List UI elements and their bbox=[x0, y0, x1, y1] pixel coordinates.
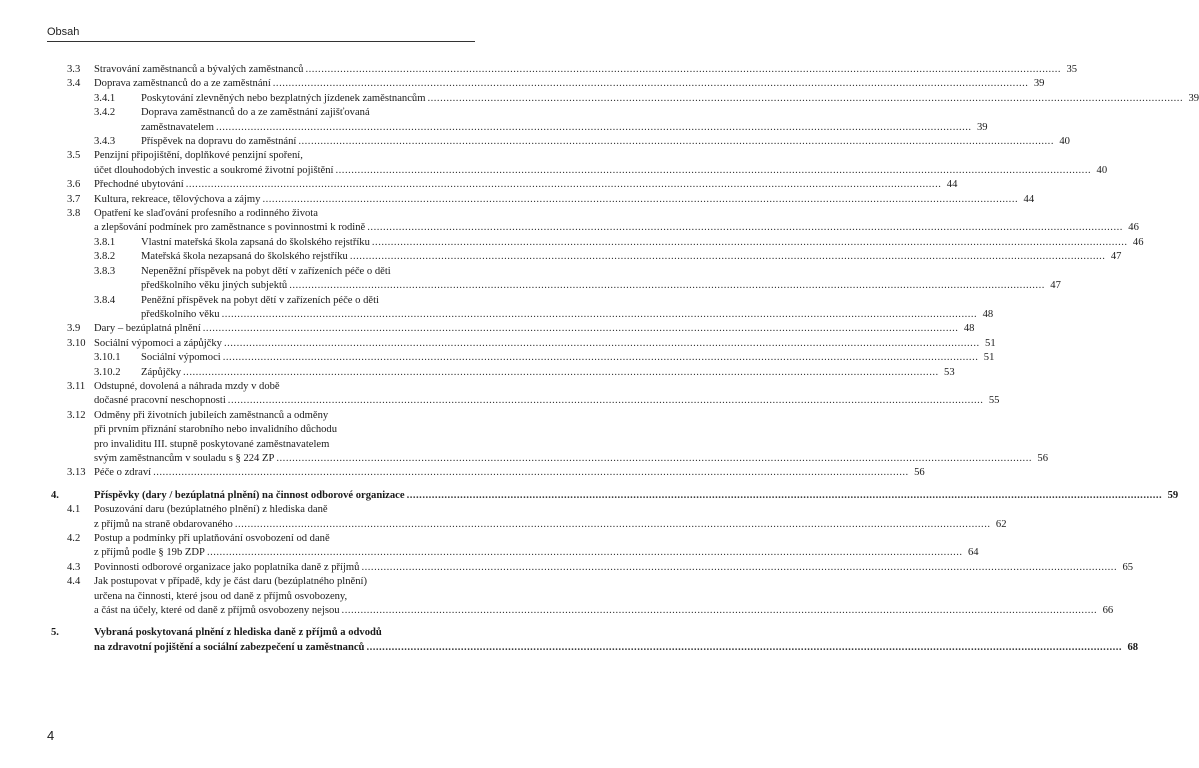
toc-entry-number: 3.7 bbox=[67, 193, 81, 205]
dot-leader bbox=[224, 337, 980, 351]
toc-entry[interactable] bbox=[47, 77, 1045, 91]
toc-entry-number: 3.8.3 bbox=[94, 265, 116, 277]
toc-entry-title: při prvním přiznání starobního nebo invalidního důchodu bbox=[94, 424, 338, 436]
toc-entry[interactable] bbox=[47, 380, 1000, 409]
toc-entry[interactable] bbox=[47, 575, 1114, 618]
toc-entry-page: 39 bbox=[976, 121, 988, 133]
toc-entry-number: 3.4 bbox=[67, 78, 81, 90]
toc-entry-page: 62 bbox=[995, 518, 1007, 530]
toc-entry-number: 4.3 bbox=[67, 561, 81, 573]
toc-entry-page: 56 bbox=[914, 467, 925, 479]
toc-entry-page: 40 bbox=[1096, 164, 1108, 176]
toc-entry-title: Sociální výpomoci a zápůjčky bbox=[94, 337, 222, 349]
toc-entry-title: Dary – bezúplatná plnění bbox=[94, 323, 201, 335]
dot-leader bbox=[336, 164, 1092, 178]
toc-entry-title: z příjmů podle § 19b ZDP bbox=[94, 547, 205, 559]
toc-entry-title: Péče o zdraví bbox=[94, 467, 152, 479]
toc-entry-title: dočasné pracovní neschopnosti bbox=[94, 395, 226, 407]
toc-entry-number: 4.1 bbox=[67, 504, 81, 516]
dot-leader bbox=[372, 236, 1128, 250]
toc-entry-title: Sociální výpomoci bbox=[141, 352, 221, 364]
toc-entry-title: Příspěvky (dary / bezúplatná plnění) na činnost odborové organizace bbox=[94, 489, 405, 501]
toc-entry-number: 3.8.4 bbox=[94, 294, 116, 306]
toc-entry[interactable] bbox=[47, 409, 1048, 467]
toc-entry-page: 39 bbox=[1188, 92, 1199, 104]
toc-entry-title: Přechodné ubytování bbox=[94, 179, 184, 191]
toc-entry-page: 51 bbox=[985, 337, 996, 349]
toc-entry-page: 64 bbox=[967, 547, 979, 559]
toc-entry-title: Peněžní příspěvek na pobyt dětí v zařízeních péče o děti bbox=[141, 294, 379, 306]
dot-leader bbox=[222, 308, 978, 322]
toc-entry-number: 4. bbox=[51, 489, 59, 501]
toc-entry-number: 3.10.2 bbox=[94, 366, 121, 378]
toc-entry[interactable] bbox=[47, 532, 979, 561]
toc-entry-title: předškolního věku bbox=[141, 308, 220, 320]
toc-entry-title: Povinnosti odborové organizace jako poplatníka daně z příjmů bbox=[94, 561, 360, 573]
toc-entry-number: 3.10.1 bbox=[94, 352, 121, 364]
toc-entry-title: Penzijní připojištění, doplňkové penzijní spoření, bbox=[94, 150, 303, 162]
toc-entry-page: 39 bbox=[1033, 78, 1045, 90]
dot-leader bbox=[203, 322, 959, 336]
toc-entry-number: 3.6 bbox=[67, 179, 81, 191]
toc-entry-number: 4.2 bbox=[67, 533, 81, 544]
toc-entry-page: 68 bbox=[1127, 641, 1139, 653]
toc-entry-page: 44 bbox=[1023, 193, 1035, 205]
dot-leader bbox=[216, 121, 972, 135]
toc-entry-title: pro invaliditu III. stupně poskytované zaměstnavatelem bbox=[94, 438, 330, 450]
dot-leader bbox=[298, 135, 1054, 149]
toc-entry-number: 3.11 bbox=[67, 380, 86, 392]
chapter-spacer bbox=[47, 481, 477, 489]
dot-leader bbox=[342, 604, 1098, 618]
dot-leader bbox=[305, 63, 1061, 77]
toc-entry-title: na zdravotní pojištění a sociální zabezpečení u zaměstnanců bbox=[94, 641, 365, 653]
toc-entry-page: 53 bbox=[944, 366, 955, 378]
toc-entry-number: 3.13 bbox=[67, 467, 86, 479]
toc-entry-number: 3.12 bbox=[67, 409, 86, 421]
toc-entry-number: 3.5 bbox=[67, 150, 81, 162]
toc-entry[interactable] bbox=[47, 322, 975, 336]
dot-leader bbox=[289, 279, 1045, 293]
toc-entry-title: Vybraná poskytovaná plnění z hlediska daně z příjmů a odvodů bbox=[94, 627, 382, 639]
toc-entry-title: Mateřská škola nezapsaná do školského rejstříku bbox=[141, 251, 348, 263]
toc-entry-page: 35 bbox=[1066, 64, 1078, 75]
toc-entry-page: 59 bbox=[1167, 489, 1179, 501]
toc-entry-page: 46 bbox=[1132, 236, 1144, 248]
toc-entry-number: 3.8.2 bbox=[94, 251, 116, 263]
page-number: 4 bbox=[47, 728, 55, 743]
toc-entry-number: 3.9 bbox=[67, 323, 81, 335]
toc-entry[interactable] bbox=[47, 149, 1108, 178]
toc-entry-page: 40 bbox=[1059, 136, 1070, 148]
toc-entry-page: 47 bbox=[1050, 280, 1061, 292]
toc-entry-title: Stravování zaměstnanců a bývalých zaměstnanců bbox=[94, 64, 304, 75]
toc-entry-title: účet dlouhodobých investic a soukromé životní pojištění bbox=[94, 164, 334, 176]
toc-entry-title: Vlastní mateřská škola zapsaná do školského rejstříku bbox=[141, 236, 370, 248]
dot-leader bbox=[273, 77, 1029, 91]
toc-entry[interactable] bbox=[47, 236, 1144, 250]
toc-entry-title: Poskytování zlevněných nebo bezplatných jízdenek zaměstnancům bbox=[141, 92, 426, 104]
toc-entry-number: 4.4 bbox=[67, 576, 81, 588]
toc-entry-title: předškolního věku jiných subjektů bbox=[141, 280, 288, 292]
dot-leader bbox=[276, 452, 1032, 466]
toc-entry-title: Nepeněžní příspěvek na pobyt dětí v zařízeních péče o děti bbox=[141, 265, 391, 277]
toc-entry-page: 65 bbox=[1122, 561, 1134, 573]
toc-entry-number: 3.8 bbox=[67, 208, 81, 220]
toc-entry[interactable] bbox=[47, 351, 995, 365]
toc-entry[interactable] bbox=[47, 63, 1078, 77]
toc-entry-page: 66 bbox=[1102, 605, 1114, 617]
toc-entry-page: 55 bbox=[988, 395, 1000, 407]
dot-leader bbox=[223, 351, 979, 365]
toc-entry-number: 3.8.1 bbox=[94, 236, 116, 248]
table-of-contents bbox=[47, 63, 1199, 655]
toc-entry-page: 56 bbox=[1037, 452, 1048, 464]
toc-entry-page: 47 bbox=[1110, 251, 1122, 263]
toc-entry-title: Kultura, rekreace, tělovýchova a zájmy bbox=[94, 193, 261, 205]
toc-entry[interactable] bbox=[47, 92, 1199, 106]
toc-entry[interactable] bbox=[47, 178, 958, 192]
toc-entry-title: z příjmů na straně obdarovaného bbox=[94, 518, 233, 530]
toc-entry-number: 5. bbox=[51, 627, 59, 639]
dot-leader bbox=[350, 250, 1106, 264]
dot-leader bbox=[407, 489, 1163, 503]
toc-entry[interactable] bbox=[47, 250, 1122, 264]
toc-entry-title: zaměstnavatelem bbox=[141, 121, 214, 133]
toc-entry[interactable] bbox=[47, 193, 1035, 207]
dot-leader bbox=[262, 193, 1018, 207]
toc-entry-number: 3.4.1 bbox=[94, 92, 116, 104]
chapter-spacer bbox=[47, 618, 477, 626]
dot-leader bbox=[235, 518, 991, 532]
dot-leader bbox=[186, 178, 942, 192]
toc-entry[interactable] bbox=[47, 366, 955, 380]
toc-entry-number: 3.10 bbox=[67, 337, 86, 349]
toc-entry-title: Zápůjčky bbox=[141, 366, 182, 378]
toc-entry-title: Odměny při životních jubileích zaměstnanců a odměny bbox=[94, 409, 329, 421]
toc-entry-title: svým zaměstnancům v souladu s § 224 ZP bbox=[94, 452, 275, 464]
toc-entry[interactable] bbox=[47, 626, 1139, 655]
toc-entry[interactable] bbox=[47, 337, 996, 351]
toc-entry-number: 3.4.2 bbox=[94, 107, 116, 119]
toc-entry-title: Doprava zaměstnanců do a ze zaměstnání zajišťovaná bbox=[141, 107, 370, 119]
toc-entry[interactable] bbox=[47, 561, 1134, 575]
toc-entry[interactable] bbox=[47, 207, 1139, 236]
toc-entry-page: 44 bbox=[946, 179, 958, 191]
toc-entry[interactable] bbox=[47, 503, 1007, 532]
dot-leader bbox=[228, 394, 984, 408]
toc-entry-page: 51 bbox=[983, 352, 995, 364]
toc-entry-page: 48 bbox=[963, 323, 975, 335]
toc-entry-title: určena na činnosti, které jsou od daně z příjmů osvobozeny, bbox=[94, 590, 348, 602]
header-rule bbox=[47, 41, 475, 42]
dot-leader bbox=[207, 546, 963, 560]
dot-leader bbox=[367, 221, 1123, 235]
toc-entry[interactable] bbox=[47, 265, 1061, 294]
toc-entry-title: Doprava zaměstnanců do a ze zaměstnání bbox=[94, 78, 271, 90]
dot-leader bbox=[183, 366, 939, 380]
toc-entry[interactable] bbox=[47, 466, 925, 480]
toc-entry[interactable] bbox=[47, 106, 988, 135]
toc-entry-title: Postup a podmínky při uplatňování osvobození od daně bbox=[94, 533, 330, 544]
toc-entry-title: Opatření ke slaďování profesního a rodinného života bbox=[94, 208, 318, 220]
toc-entry[interactable] bbox=[47, 294, 994, 323]
toc-entry-page: 48 bbox=[982, 308, 994, 320]
toc-entry[interactable] bbox=[47, 135, 1070, 149]
toc-entry-title: a část na účely, které od daně z příjmů osvobozeny nejsou bbox=[94, 605, 340, 617]
toc-entry-title: a zlepšování podmínek pro zaměstnance s povinnostmi k rodině bbox=[94, 222, 366, 234]
dot-leader bbox=[366, 641, 1122, 655]
toc-entry[interactable] bbox=[47, 489, 1179, 503]
dot-leader bbox=[427, 92, 1183, 106]
toc-entry-number: 3.4.3 bbox=[94, 136, 116, 148]
toc-entry-page: 46 bbox=[1128, 222, 1139, 234]
toc-entry-title: Posuzování daru (bezúplatného plnění) z hlediska daně bbox=[94, 504, 328, 516]
toc-entry-title: Jak postupovat v případě, kdy je část daru (bezúplatného plnění) bbox=[94, 576, 368, 588]
toc-entry-title: Příspěvek na dopravu do zaměstnání bbox=[141, 136, 297, 148]
toc-entry-number: 3.3 bbox=[67, 64, 81, 75]
dot-leader bbox=[153, 466, 909, 480]
running-header-title: Obsah bbox=[47, 26, 80, 38]
toc-entry-title: Odstupné, dovolená a náhrada mzdy v době bbox=[94, 380, 280, 392]
dot-leader bbox=[361, 561, 1117, 575]
